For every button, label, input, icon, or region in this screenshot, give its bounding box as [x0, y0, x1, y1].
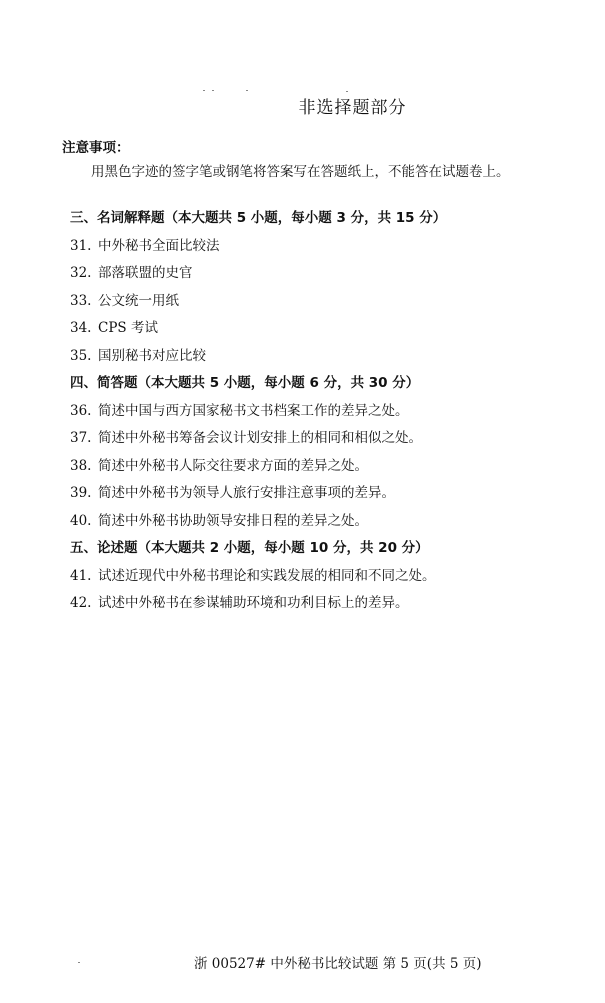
scan-speck [212, 90, 214, 91]
question-item [70, 428, 570, 456]
question-number: 39. [70, 485, 92, 501]
notice-heading: 注意事项： [62, 140, 130, 156]
question-item [70, 401, 570, 429]
section-heading: 五、论述题（本大题共 2 小题，每小题 10 分，共 20 分） [70, 540, 429, 556]
question-item [70, 483, 570, 511]
page-title: 非选择题部分 [298, 98, 407, 118]
scan-speck [203, 90, 205, 91]
question-text: 试述中外秘书在参谋辅助环境和功利目标上的差异。 [98, 595, 409, 611]
page-footer: 浙 00527# 中外秘书比较试题 第 5 页(共 5 页) [194, 956, 482, 972]
scan-speck [246, 90, 248, 91]
question-number: 32. [70, 265, 92, 281]
question-item [70, 346, 570, 374]
question-number: 37. [70, 430, 92, 446]
notice-text: 用黑色字迹的签字笔或钢笔将答案写在答题纸上，不能答在试题卷上。 [91, 164, 510, 180]
question-item [70, 511, 570, 539]
question-sections [70, 208, 570, 621]
question-text: 国别秘书对应比较 [98, 347, 206, 364]
section-heading: 四、简答题（本大题共 5 小题，每小题 6 分，共 30 分） [70, 375, 420, 391]
question-number: 40. [70, 512, 92, 529]
question-text: 部落联盟的史官 [98, 265, 193, 281]
scan-speck [346, 91, 348, 92]
question-number: 38. [70, 457, 92, 474]
question-text: CPS 考试 [98, 320, 158, 336]
question-number: 36. [70, 402, 92, 419]
question-item [70, 566, 570, 594]
question-item [70, 263, 570, 291]
question-text: 试述近现代中外秘书理论和实践发展的相同和不同之处。 [98, 567, 436, 584]
question-number: 33. [70, 292, 92, 309]
question-number: 35. [70, 347, 92, 364]
question-text: 简述中外秘书筹备会议计划安排上的相同和相似之处。 [98, 430, 422, 446]
question-item [70, 318, 570, 346]
question-text: 简述中国与西方国家秘书文书档案工作的差异之处。 [98, 402, 409, 419]
question-item [70, 456, 570, 484]
question-item [70, 236, 570, 264]
question-text: 公文统一用纸 [98, 292, 179, 309]
question-text: 中外秘书全面比较法 [98, 237, 220, 254]
section-heading: 三、名词解释题（本大题共 5 小题，每小题 3 分，共 15 分） [70, 210, 447, 226]
question-item [70, 593, 570, 621]
question-item [70, 291, 570, 319]
scan-speck [78, 962, 80, 963]
question-number: 42. [70, 595, 92, 611]
question-number: 34. [70, 320, 92, 336]
question-text: 简述中外秘书人际交往要求方面的差异之处。 [98, 457, 368, 474]
question-text: 简述中外秘书协助领导安排日程的差异之处。 [98, 512, 368, 529]
question-text: 简述中外秘书为领导人旅行安排注意事项的差异。 [98, 485, 395, 501]
question-number: 41. [70, 567, 92, 584]
question-number: 31. [70, 237, 92, 254]
